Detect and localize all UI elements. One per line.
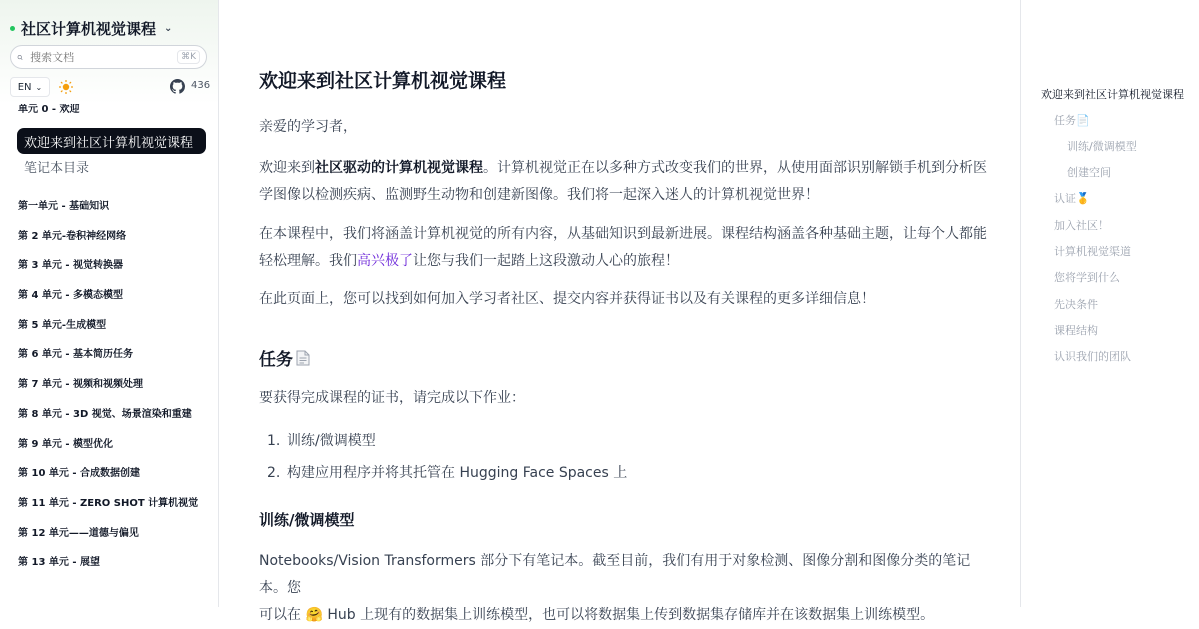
sidebar-unit-2[interactable]: 第 2 单元-卷积神经网络 <box>18 230 127 242</box>
toc-item[interactable]: 计算机视觉渠道 <box>1054 245 1131 258</box>
toc-item[interactable]: 创建空间 <box>1067 166 1111 179</box>
document-icon <box>296 350 310 366</box>
tasks-heading-text: 任务 <box>259 350 293 370</box>
intro-text-pre: 欢迎来到 <box>259 160 315 176</box>
intro-bold: 社区驱动的计算机视觉课程 <box>315 160 483 176</box>
github-icon[interactable] <box>170 79 185 94</box>
sidebar-unit-7[interactable]: 第 7 单元 - 视频和视频处理 <box>18 379 144 391</box>
train-line2-pre: 可以在 <box>259 607 306 623</box>
train-paragraph <box>259 548 989 629</box>
sidebar-unit-list <box>18 197 198 583</box>
status-dot-icon <box>10 26 15 31</box>
toc-item[interactable]: 加入社区！ <box>1054 219 1109 232</box>
sidebar-unit-13[interactable]: 第 13 单元 - 展望 <box>18 557 100 569</box>
sidebar-header <box>0 0 218 104</box>
sidebar <box>0 0 219 607</box>
page-info-paragraph: 在此页面上，您可以找到如何加入学习者社区、提交内容并获得证书以及有关课程的更多详细信息！ <box>259 291 875 307</box>
toc-item[interactable]: 认证🥇 <box>1054 192 1090 205</box>
overview-line2-post: 让您与我们一起踏上这段激动人心的旅程！ <box>413 253 679 269</box>
excited-link[interactable]: 高兴极了 <box>357 253 413 269</box>
tasks-intro: 要获得完成课程的证书，请完成以下作业： <box>259 390 525 406</box>
search-box[interactable] <box>10 45 207 69</box>
toc-item[interactable]: 您将学到什么 <box>1054 271 1120 284</box>
toc-item[interactable]: 先决条件 <box>1054 298 1098 311</box>
list-item-number: 2. <box>267 465 281 481</box>
sidebar-unit-3[interactable]: 第 3 单元 - 视觉转换器 <box>18 260 124 272</box>
sidebar-item-active[interactable]: 欢迎来到社区计算机视觉课程 <box>17 128 206 154</box>
sidebar-unit-1[interactable]: 第一单元 - 基础知识 <box>18 201 110 212</box>
toc-item[interactable]: 训练/微调模型 <box>1067 140 1137 153</box>
sidebar-unit-6[interactable]: 第 6 单元 - 基本简历任务 <box>18 349 134 361</box>
train-heading: 训练/微调模型 <box>259 511 355 529</box>
tasks-list <box>267 429 627 493</box>
search-shortcut: ⌘K <box>177 50 200 64</box>
chevron-down-icon: ⌄ <box>164 22 173 34</box>
sidebar-unit-4[interactable]: 第 4 单元 - 多模态模型 <box>18 290 124 302</box>
sidebar-unit-10[interactable]: 第 10 单元 - 合成数据创建 <box>18 468 140 480</box>
overview-line1: 在本课程中，我们将涵盖计算机视觉的所有内容，从基础知识到最新进展。课程结构涵盖各种基础主题，让每个人都能 <box>259 226 987 242</box>
sidebar-unit-11[interactable]: 第 11 单元 - ZERO SHOT 计算机视觉 <box>18 497 199 509</box>
tasks-heading <box>259 345 310 370</box>
list-item-number: 1. <box>267 433 281 449</box>
train-line2-post: Hub 上现有的数据集上训练模型，也可以将数据集上传到数据集存储库并在该数据集上训练模型。 <box>322 607 935 623</box>
intro-paragraph <box>259 155 989 209</box>
github-stars-count: 436 <box>191 80 211 91</box>
intro-text-line2: 学图像以检测疾病、监测野生动物和创建新图像。我们将一起深入迷人的计算机视觉世界！ <box>259 187 819 203</box>
sun-icon[interactable] <box>58 79 74 95</box>
toc-item[interactable]: 认识我们的团队 <box>1054 350 1131 363</box>
toc-item[interactable]: 欢迎来到社区计算机视觉课程 <box>1041 88 1184 101</box>
table-of-contents <box>1020 0 1199 607</box>
toc-item[interactable]: 课程结构 <box>1054 324 1098 337</box>
sidebar-unit-5[interactable]: 第 5 单元-生成模型 <box>18 319 107 331</box>
list-item-text: 训练/微调模型 <box>287 433 376 449</box>
search-input[interactable] <box>28 50 177 65</box>
sidebar-section-unit0: 单元 0 - 欢迎 <box>18 104 80 115</box>
greeting: 亲爱的学习者， <box>259 119 357 135</box>
list-item-text: 构建应用程序并将其托管在 Hugging Face Spaces 上 <box>287 465 628 481</box>
overview-line2-pre: 轻松理解。我们 <box>259 253 357 269</box>
sidebar-unit-8[interactable]: 第 8 单元 - 3D 视觉、场景渲染和重建 <box>18 408 192 420</box>
sidebar-item-notebooks[interactable]: 笔记本目录 <box>24 161 90 176</box>
overview-paragraph <box>259 221 989 275</box>
search-icon <box>17 51 23 64</box>
language-select[interactable] <box>10 77 50 97</box>
intro-text-rest: 。计算机视觉正在以多种方式改变我们的世界，从使用面部识别解锁手机到分析医 <box>483 160 987 176</box>
list-item <box>267 429 627 461</box>
sidebar-unit-9[interactable]: 第 9 单元 - 模型优化 <box>18 438 114 450</box>
toc-item[interactable]: 任务📄 <box>1054 114 1090 127</box>
page-title: 欢迎来到社区计算机视觉课程 <box>259 70 507 92</box>
chevron-down-icon: ⌄ <box>35 82 43 92</box>
language-value: EN <box>17 81 32 93</box>
sidebar-unit-12[interactable]: 第 12 单元——道德与偏见 <box>18 527 139 539</box>
course-title: 社区计算机视觉课程 <box>21 19 157 38</box>
course-selector[interactable] <box>10 17 172 39</box>
hugging-face-emoji-icon: 🤗 <box>305 607 323 623</box>
list-item <box>267 461 627 493</box>
train-line1: Notebooks/Vision Transformers 部分下有笔记本。截至目前，我们有用于对象检测、图像分割和图像分类的笔记本。您 <box>259 553 971 596</box>
